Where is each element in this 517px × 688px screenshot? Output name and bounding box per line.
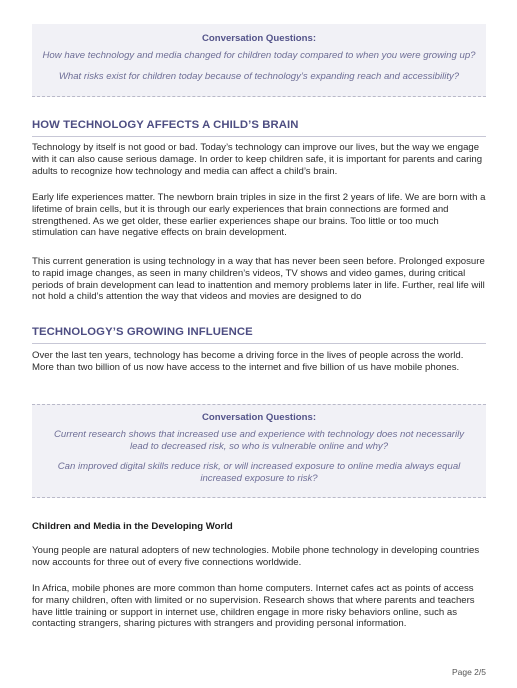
paragraph: Technology by itself is not good or bad. Today’s technology can improve our lives, but the way we engage with it can also cause serious damage. In order to keep children safe, it is important for parents and caring adults to recognize how technology and media can affect a child’s brain. — [32, 142, 483, 177]
conversation-question: What risks exist for children today because of technology’s expanding reach and accessibility? — [58, 71, 460, 82]
section-heading-brain: HOW TECHNOLOGY AFFECTS A CHILD’S BRAIN — [32, 118, 486, 137]
paragraph: This current generation is using technology in a way that has never been seen before. Prolonged exposure to rapid image changes, as seen in many children’s videos, TV shows and video games, during critical periods of brain development can lead to inattention and memory problems later in life. Further, real life will not hold a child’s attention the way that videos and movies are designed to do — [32, 256, 485, 303]
paragraph: In Africa, mobile phones are more common than home computers. Internet cafes act as points of access for many children, often with limited or no supervision. Research shows that where parents and teachers have little training or support in internet use, children engage in more risky behaviors online, such as contacting strangers, sharing pictures with strangers and providing personal information. — [32, 583, 475, 630]
conversation-questions-title: Conversation Questions: — [201, 33, 317, 44]
paragraph: Over the last ten years, technology has become a driving force in the lives of people across the world. More than two billion of us now have access to the internet and five billion of us have mobile phones. — [32, 350, 464, 373]
conversation-question-line: Current research shows that increased use and experience with technology does not necessarily — [53, 429, 465, 440]
paragraph: Early life experiences matter. The newborn brain triples in size in the first 2 years of life. We are born with a lifetime of brain cells, but it is through our early experiences that brain connections are formed and strengthened. As we get older, these earlier experiences shape our brains. Too little or too much stimulation can have negative effects on brain development. — [32, 192, 486, 239]
paragraph: Young people are natural adopters of new technologies. Mobile phone technology in developing countries now accounts for three out of every five connections worldwide. — [32, 545, 480, 568]
subsection-heading: Children and Media in the Developing World — [32, 521, 233, 532]
conversation-question-line: Can improved digital skills reduce risk, or will increased exposure to online media always equal — [57, 461, 461, 472]
conversation-questions-box — [32, 24, 486, 97]
conversation-questions-box — [32, 404, 486, 498]
conversation-question-line: lead to decreased risk, so who is vulnerable online and why? — [129, 441, 389, 452]
conversation-questions-title: Conversation Questions: — [201, 412, 317, 423]
conversation-question-line: increased exposure to risk? — [200, 473, 318, 484]
section-heading-influence: TECHNOLOGY’S GROWING INFLUENCE — [32, 325, 486, 344]
conversation-question: How have technology and media changed for children today compared to when you were growing up? — [42, 50, 476, 61]
page-number: Page 2/5 — [451, 667, 486, 677]
